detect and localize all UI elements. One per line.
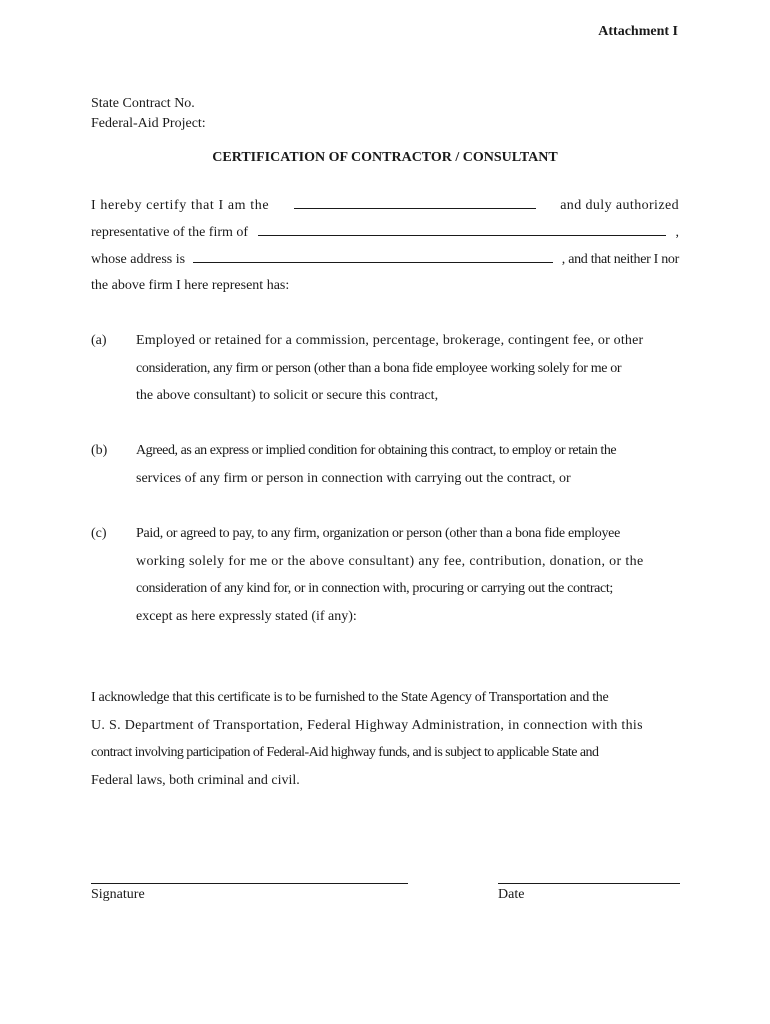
- item-a-text: [136, 327, 681, 410]
- item-c-line: consideration of any kind for, or in connection with, procuring or carrying out the contract;: [136, 581, 613, 596]
- date-line[interactable]: [498, 883, 680, 884]
- acknowledgement-line: I acknowledge that this certificate is to be furnished to the State Agency of Transportation and the: [91, 690, 609, 705]
- intro-text-3b: , and that neither I nor: [561, 252, 679, 267]
- intro-text-4: the above firm I here represent has:: [91, 278, 290, 293]
- acknowledgement-line: Federal laws, both criminal and civil.: [91, 772, 300, 788]
- item-b-line: services of any firm or person in connection with carrying out the contract, or: [136, 470, 571, 486]
- acknowledgement-paragraph: [91, 684, 679, 794]
- firm-name-blank[interactable]: [258, 223, 666, 236]
- attachment-label: Attachment I: [598, 24, 678, 39]
- item-c-text: [136, 520, 681, 630]
- intro-text-1a: I hereby certify that I am the: [91, 198, 270, 213]
- title-blank[interactable]: [294, 196, 536, 209]
- intro-text-1b: and duly authorized: [560, 198, 679, 213]
- signature-label: Signature: [91, 887, 145, 902]
- item-c-line: working solely for me or the above consultant) any fee, contribution, donation, or the: [136, 553, 644, 569]
- address-blank[interactable]: [193, 250, 553, 263]
- item-a-line: the above consultant) to solicit or secure this contract,: [136, 388, 439, 403]
- document-title: CERTIFICATION OF CONTRACTOR / CONSULTANT: [212, 150, 558, 165]
- intro-line-3: [91, 250, 679, 268]
- item-c-line: except as here expressly stated (if any):: [136, 608, 357, 624]
- acknowledgement-line: U. S. Department of Transportation, Federal Highway Administration, in connection with this: [91, 717, 643, 733]
- intro-text-2a: representative of the firm of: [91, 225, 249, 240]
- item-a-line: consideration, any firm or person (other than a bona fide employee working solely for me or: [136, 360, 622, 376]
- item-b-line: Agreed, as an express or implied condition for obtaining this contract, to employ or retain the: [136, 443, 617, 458]
- acknowledgement-line: contract involving participation of Federal-Aid highway funds, and is subject to applicable State and: [91, 745, 599, 760]
- intro-text-3a: whose address is: [91, 252, 186, 267]
- intro-line-2: [91, 223, 679, 241]
- item-b-label: (b): [91, 443, 108, 458]
- item-a-label: (a): [91, 333, 107, 348]
- intro-line-1: [91, 196, 679, 214]
- item-a-line: Employed or retained for a commission, percentage, brokerage, contingent fee, or other: [136, 333, 644, 348]
- item-b-text: [136, 437, 681, 492]
- signature-line[interactable]: [91, 883, 408, 884]
- intro-text-2b: ,: [675, 225, 679, 240]
- state-contract-label: State Contract No.: [91, 96, 195, 111]
- item-c-label: (c): [91, 526, 107, 541]
- document-header: [91, 94, 206, 134]
- federal-aid-label: Federal-Aid Project:: [91, 116, 206, 131]
- date-label: Date: [498, 887, 525, 902]
- item-c-line: Paid, or agreed to pay, to any firm, organization or person (other than a bona fide employee: [136, 526, 621, 541]
